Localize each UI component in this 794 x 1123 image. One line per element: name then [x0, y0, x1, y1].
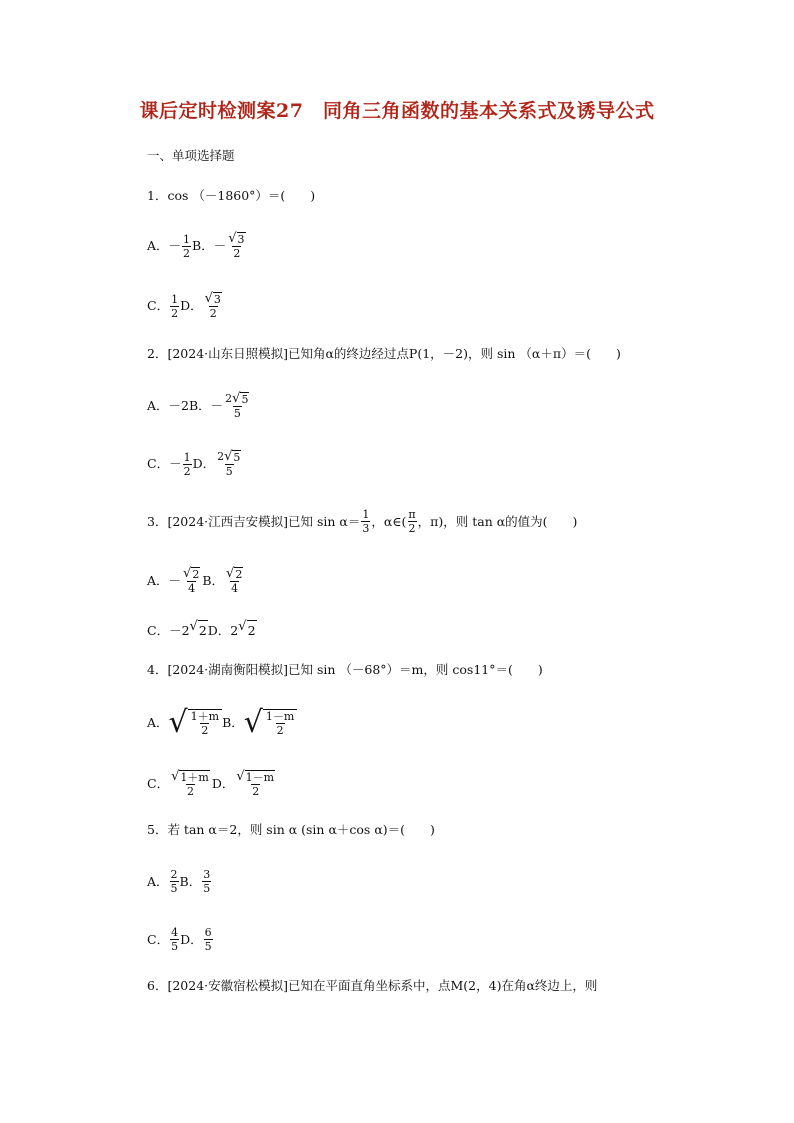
question-3-stem-part-3: ，π)，则 tan α的值为( ) — [417, 513, 578, 529]
page-title: 课后定时检测案27 同角三角函数的基本关系式及诱导公式 — [139, 100, 655, 122]
option-d-fraction: 2 √ 5 5 — [217, 449, 241, 478]
question-4-stem: 4．[2024·湖南衡阳模拟]已知 sin （－68°）＝m，则 cos11°＝( ) — [147, 662, 543, 677]
question-3-options-cd — [147, 620, 257, 641]
section-heading: 一、单项选择题 — [147, 148, 235, 163]
option-d-label: D．2 — [207, 622, 239, 638]
option-b-label: B． — [202, 573, 225, 588]
question-1-stem: 1．cos （－1860°）＝( ) — [147, 188, 316, 203]
option-c-label: C． — [147, 298, 170, 313]
question-2-options-ab — [147, 392, 251, 420]
option-d-label: D． — [192, 456, 216, 471]
option-a-label: A． — [147, 715, 169, 730]
option-c-label: C． — [147, 776, 170, 791]
option-b-label: B．－ — [188, 398, 224, 413]
question-3-stem-part-2: ，α∈( — [371, 513, 407, 529]
option-a-label: A．－ — [147, 573, 182, 588]
option-d-fraction: √ 1－m 2 — [236, 769, 275, 798]
option-a-fraction: $\frac{1}{2}$ — [183, 232, 191, 260]
option-b-label: B． — [222, 715, 244, 730]
question-4-options-ab — [147, 705, 297, 740]
question-2-stem: 2．[2024·山东日照模拟]已知角α的终边经过点P(1，－2)，则 sin （α＋π）＝( ) — [147, 346, 621, 361]
option-a-fraction: $\frac{2}{5}$ — [170, 868, 178, 895]
option-d-label: D． — [180, 298, 203, 313]
option-c-radical: √ 2 — [190, 620, 208, 641]
option-d-radical: √ 2 — [238, 620, 256, 641]
option-d-fraction: $\frac{6}{5}$ — [204, 926, 212, 953]
option-b-fraction: 2 √ 5 5 — [225, 391, 249, 420]
question-1-options-ab — [147, 232, 248, 260]
option-d-label: D． — [180, 931, 203, 947]
option-a-label: A．－2 — [147, 398, 189, 413]
option-c-label: C．－ — [147, 456, 182, 471]
question-5-stem: 5．若 tan α＝2，则 sin α (sin α＋cos α)＝( ) — [147, 822, 435, 837]
option-c-fraction: √ 1＋m 2 — [171, 769, 209, 798]
option-a-label: A． — [147, 873, 169, 889]
question-3-fraction-one-third: $\frac{1}{3}$ — [362, 508, 370, 535]
option-b-fraction: √ 3 2 — [228, 231, 245, 260]
option-b-radical-fraction: √ $\frac{1-m}{2}$ — [244, 708, 298, 738]
option-a-fraction: √ 2 4 — [183, 566, 200, 595]
option-c-label: C． — [147, 931, 170, 947]
question-2-options-cd — [147, 450, 243, 478]
question-4-options-cd — [147, 770, 277, 798]
option-a-label: A．－ — [147, 238, 182, 253]
option-d-label: D． — [211, 776, 235, 791]
question-3-options-ab — [147, 567, 245, 595]
question-5-options-ab — [147, 868, 212, 895]
question-3-fraction-pi-half: $\frac{\pi}{2}$ — [408, 508, 416, 535]
option-c-fraction: $\frac{1}{2}$ — [183, 450, 191, 478]
option-b-fraction: √ 2 4 — [226, 566, 243, 595]
option-d-fraction: √ 3 2 — [204, 291, 221, 320]
question-1-options-cd — [147, 292, 224, 320]
option-c-fraction: $\frac{4}{5}$ — [171, 926, 179, 953]
option-b-fraction: $\frac{3}{5}$ — [203, 868, 211, 895]
option-a-radical-fraction: √ $\frac{1+m}{2}$ — [169, 708, 223, 738]
option-c-label: C．－2 — [147, 622, 190, 638]
question-3-stem-part-1: 3．[2024·江西吉安模拟]已知 sin α＝ — [147, 513, 361, 529]
option-b-label: B．－ — [192, 238, 227, 253]
option-c-fraction: $\frac{1}{2}$ — [171, 292, 179, 320]
option-b-label: B． — [179, 873, 202, 889]
question-3-stem — [147, 508, 577, 535]
question-5-options-cd — [147, 926, 214, 953]
question-6-stem: 6．[2024·安徽宿松模拟]已知在平面直角坐标系中，点M(2，4)在角α终边上，则 — [147, 978, 598, 993]
